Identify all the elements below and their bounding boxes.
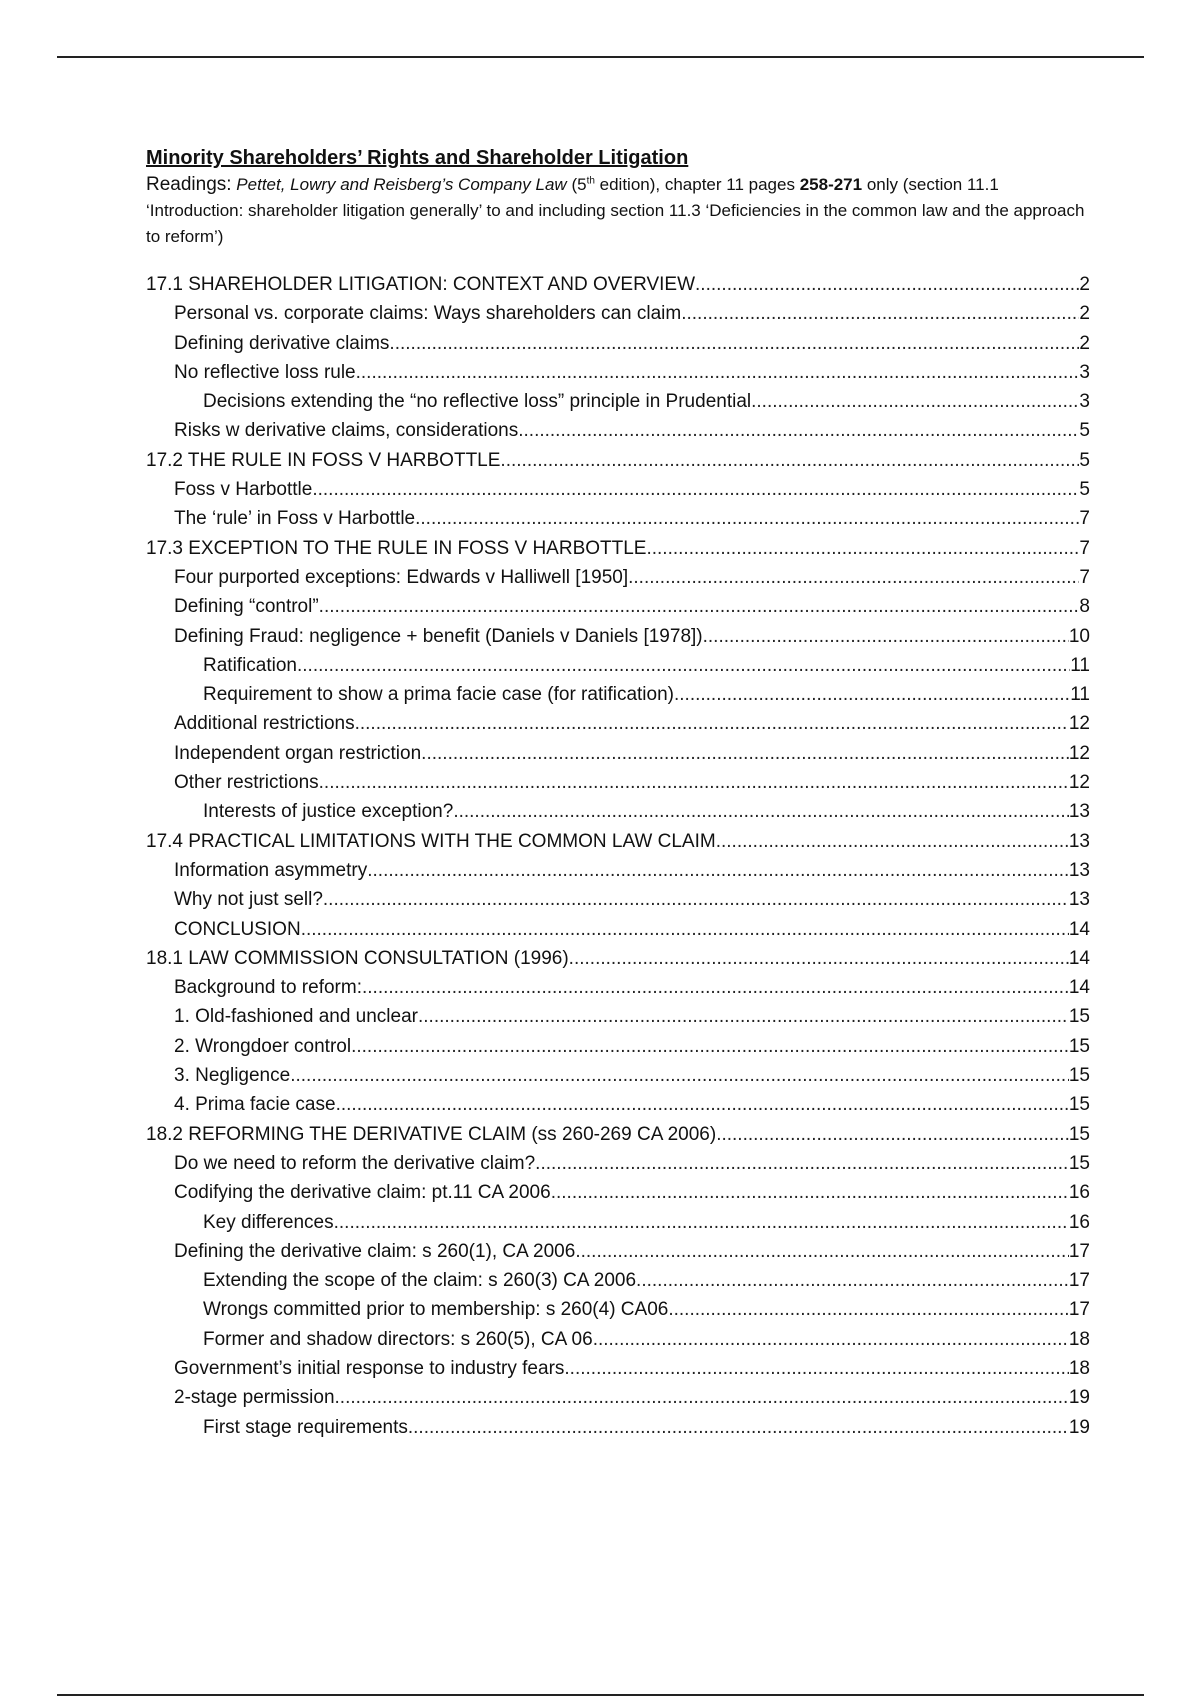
toc-entry-page: 5: [1079, 449, 1090, 471]
toc-entry-page: 15: [1068, 1123, 1090, 1145]
toc-entry[interactable]: [146, 534, 1090, 563]
toc-entry[interactable]: [146, 416, 1090, 445]
toc-entry-page: 15: [1068, 1006, 1090, 1028]
toc-entry[interactable]: [146, 1266, 1090, 1295]
toc-entry[interactable]: [146, 915, 1090, 944]
toc-entry-title: 18.2 REFORMING THE DERIVATIVE CLAIM (ss 260-269 CA 2006): [146, 1123, 717, 1145]
toc-dot-leader: [389, 329, 1079, 358]
toc-dot-leader: [290, 1061, 1069, 1090]
toc-entry[interactable]: [146, 1208, 1090, 1237]
toc-entry-page: 10: [1068, 625, 1090, 647]
toc-entry-page: 19: [1068, 1416, 1090, 1438]
toc-dot-leader: [751, 387, 1079, 416]
toc-dot-leader: [535, 1149, 1069, 1178]
toc-entry-title: 17.2 THE RULE IN FOSS V HARBOTTLE: [146, 449, 501, 471]
toc-entry-title: Codifying the derivative claim: pt.11 CA 2006: [174, 1182, 551, 1204]
toc-entry-title: The ‘rule’ in Foss v Harbottle: [174, 508, 416, 530]
toc-entry[interactable]: [146, 797, 1090, 826]
toc-entry[interactable]: [146, 885, 1090, 914]
toc-entry-title: No reflective loss rule: [174, 361, 356, 383]
toc-entry-page: 3: [1079, 391, 1090, 413]
toc-dot-leader: [628, 563, 1079, 592]
toc-entry[interactable]: [146, 856, 1090, 885]
toc-entry-page: 7: [1079, 508, 1090, 530]
toc-dot-leader: [575, 1237, 1069, 1266]
toc-entry[interactable]: [146, 1149, 1090, 1178]
toc-entry[interactable]: [146, 680, 1090, 709]
toc-entry-title: Key differences: [203, 1211, 334, 1233]
toc-entry-page: 12: [1068, 713, 1090, 735]
toc-entry-page: 17: [1068, 1270, 1090, 1292]
toc-entry-page: 7: [1079, 537, 1090, 559]
toc-entry[interactable]: [146, 329, 1090, 358]
toc-entry[interactable]: [146, 768, 1090, 797]
toc-entry[interactable]: [146, 563, 1090, 592]
toc-dot-leader: [716, 827, 1069, 856]
bottom-rule: [57, 1694, 1144, 1696]
toc-entry-page: 2: [1079, 303, 1090, 325]
toc-entry-title: Background to reform:: [174, 977, 362, 999]
toc-dot-leader: [415, 504, 1079, 533]
toc-entry[interactable]: [146, 651, 1090, 680]
toc-dot-leader: [564, 1354, 1068, 1383]
toc-entry-title: Personal vs. corporate claims: Ways shareholders can claim: [174, 303, 682, 325]
toc-dot-leader: [569, 944, 1069, 973]
toc-entry-title: Risks w derivative claims, considerations: [174, 420, 519, 442]
toc-dot-leader: [301, 915, 1069, 944]
toc-entry-title: Other restrictions: [174, 772, 319, 794]
toc-entry-title: Extending the scope of the claim: s 260(3) CA 2006: [203, 1270, 637, 1292]
toc-entry[interactable]: [146, 270, 1090, 299]
toc-dot-leader: [408, 1413, 1069, 1442]
toc-entry-page: 2: [1079, 274, 1090, 295]
toc-dot-leader: [668, 1295, 1069, 1324]
toc-dot-leader: [695, 270, 1079, 299]
toc-entry[interactable]: [146, 446, 1090, 475]
toc-entry-page: 16: [1068, 1182, 1090, 1204]
toc-entry[interactable]: [146, 944, 1090, 973]
readings-book: Pettet, Lowry and Reisberg’s Company Law: [236, 175, 567, 194]
toc-entry-title: Ratification: [203, 654, 297, 676]
toc-entry[interactable]: [146, 1237, 1090, 1266]
toc-entry[interactable]: [146, 1032, 1090, 1061]
toc-dot-leader: [334, 1208, 1069, 1237]
toc-entry[interactable]: [146, 1354, 1090, 1383]
toc-entry-title: Former and shadow directors: s 260(5), CA 06: [203, 1328, 593, 1350]
toc-dot-leader: [336, 1090, 1069, 1119]
toc-dot-leader: [356, 358, 1080, 387]
toc-entry[interactable]: [146, 1061, 1090, 1090]
toc-entry[interactable]: [146, 973, 1090, 1002]
readings-rest: only (section 11.1 ‘Introduction: shareholder litigation generally’ to and including section 11.3 ‘Deficiencies in the common law and the approach to reform’): [146, 175, 1085, 246]
toc-entry-title: First stage requirements: [203, 1416, 408, 1438]
toc-entry-page: 13: [1068, 801, 1090, 823]
toc-entry-page: 14: [1068, 918, 1090, 940]
toc-dot-leader: [355, 709, 1069, 738]
toc-entry-page: 13: [1068, 859, 1090, 881]
toc-dot-leader: [674, 680, 1070, 709]
toc-entry[interactable]: [146, 358, 1090, 387]
toc-entry-page: 15: [1068, 1065, 1090, 1087]
toc-entry-title: Wrongs committed prior to membership: s 260(4) CA06: [203, 1299, 669, 1321]
toc-entry-title: 3. Negligence: [174, 1065, 291, 1087]
toc-entry-page: 15: [1068, 1152, 1090, 1174]
toc-dot-leader: [418, 1002, 1069, 1031]
toc-entry-title: CONCLUSION: [174, 918, 301, 940]
toc-entry-page: 16: [1068, 1211, 1090, 1233]
toc-entry-title: Requirement to show a prima facie case (for ratification): [203, 684, 674, 706]
toc-entry-page: 14: [1068, 977, 1090, 999]
toc-entry[interactable]: [146, 387, 1090, 416]
toc-entry-title: Independent organ restriction: [174, 742, 422, 764]
toc-dot-leader: [367, 856, 1069, 885]
toc-entry[interactable]: [146, 475, 1090, 504]
toc-entry[interactable]: [146, 504, 1090, 533]
toc-entry-page: 18: [1068, 1328, 1090, 1350]
page-content: [146, 146, 1090, 1442]
readings-pages: 258-271: [799, 175, 863, 194]
toc-entry[interactable]: [146, 299, 1090, 328]
toc-entry-page: 8: [1079, 596, 1090, 618]
toc-entry[interactable]: [146, 1120, 1090, 1149]
toc-entry-page: 5: [1079, 479, 1090, 501]
toc-entry-title: 17.1 SHAREHOLDER LITIGATION: CONTEXT AND OVERVIEW: [146, 274, 696, 295]
toc-entry[interactable]: [146, 709, 1090, 738]
toc-entry[interactable]: [146, 1002, 1090, 1031]
toc-entry-page: 18: [1068, 1357, 1090, 1379]
toc-dot-leader: [319, 592, 1080, 621]
toc-entry-page: 12: [1068, 772, 1090, 794]
readings-edition-open: (5: [571, 175, 587, 194]
toc-entry-title: 2-stage permission: [174, 1387, 335, 1409]
toc-entry-page: 7: [1079, 566, 1090, 588]
table-of-contents: [146, 270, 1090, 1442]
toc-entry-title: 17.3 EXCEPTION TO THE RULE IN FOSS V HARBOTTLE: [146, 537, 647, 559]
toc-entry[interactable]: [146, 827, 1090, 856]
readings-edition-sup: th: [586, 175, 595, 187]
toc-entry-page: 17: [1068, 1240, 1090, 1262]
toc-entry-page: 11: [1070, 684, 1090, 706]
toc-entry[interactable]: [146, 739, 1090, 768]
toc-entry-title: Defining Fraud: negligence + benefit (Daniels v Daniels [1978]): [174, 625, 703, 647]
toc-entry-page: 14: [1068, 947, 1090, 969]
toc-entry[interactable]: [146, 592, 1090, 621]
toc-entry-title: Foss v Harbottle: [174, 479, 313, 501]
toc-entry[interactable]: [146, 1295, 1090, 1324]
toc-dot-leader: [636, 1266, 1069, 1295]
toc-entry[interactable]: [146, 1383, 1090, 1412]
toc-dot-leader: [351, 1032, 1069, 1061]
toc-entry-page: 13: [1068, 830, 1090, 852]
toc-entry[interactable]: [146, 1090, 1090, 1119]
toc-dot-leader: [716, 1120, 1069, 1149]
document-title: Minority Shareholders’ Rights and Shareholder Litigation: [146, 147, 689, 169]
toc-entry-title: Four purported exceptions: Edwards v Halliwell [1950]: [174, 566, 629, 588]
toc-entry-title: 1. Old-fashioned and unclear: [174, 1006, 418, 1028]
toc-entry[interactable]: [146, 1413, 1090, 1442]
toc-entry-page: 17: [1068, 1299, 1090, 1321]
toc-entry-page: 12: [1068, 742, 1090, 764]
toc-entry-title: Government’s initial response to industry fears: [174, 1357, 565, 1379]
toc-entry-title: Defining the derivative claim: s 260(1), CA 2006: [174, 1240, 576, 1262]
toc-dot-leader: [297, 651, 1070, 680]
toc-entry-page: 15: [1068, 1035, 1090, 1057]
toc-entry-title: 18.1 LAW COMMISSION CONSULTATION (1996): [146, 947, 569, 969]
toc-entry-title: Defining derivative claims: [174, 332, 390, 354]
toc-dot-leader: [500, 446, 1079, 475]
readings-paragraph: [146, 172, 1090, 250]
toc-entry-title: 17.4 PRACTICAL LIMITATIONS WITH THE COMMON LAW CLAIM: [146, 830, 716, 852]
toc-entry-title: Defining “control”: [174, 596, 319, 618]
toc-entry-page: 2: [1079, 332, 1090, 354]
toc-entry-page: 3: [1079, 361, 1090, 383]
toc-entry-page: 15: [1068, 1094, 1090, 1116]
toc-entry-page: 5: [1079, 420, 1090, 442]
toc-entry-page: 19: [1068, 1387, 1090, 1409]
toc-entry-page: 11: [1070, 654, 1090, 676]
toc-dot-leader: [335, 1383, 1069, 1412]
toc-entry[interactable]: [146, 622, 1090, 651]
toc-entry-title: Additional restrictions: [174, 713, 355, 735]
readings-label: Readings:: [146, 174, 232, 195]
toc-entry-title: Do we need to reform the derivative claim?: [174, 1152, 536, 1174]
toc-entry[interactable]: [146, 1178, 1090, 1207]
toc-entry[interactable]: [146, 1325, 1090, 1354]
toc-dot-leader: [518, 416, 1079, 445]
toc-dot-leader: [681, 299, 1079, 328]
toc-dot-leader: [319, 768, 1069, 797]
toc-dot-leader: [703, 622, 1069, 651]
toc-dot-leader: [362, 973, 1069, 1002]
toc-entry-title: Information asymmetry: [174, 859, 368, 881]
toc-entry-page: 13: [1068, 889, 1090, 911]
toc-dot-leader: [323, 885, 1069, 914]
toc-entry-title: Decisions extending the “no reflective loss” principle in Prudential: [203, 391, 752, 413]
toc-dot-leader: [646, 534, 1079, 563]
toc-entry-title: 2. Wrongdoer control: [174, 1035, 352, 1057]
toc-entry-title: 4. Prima facie case: [174, 1094, 336, 1116]
toc-dot-leader: [551, 1178, 1069, 1207]
toc-entry-title: Interests of justice exception?: [203, 801, 454, 823]
top-rule: [57, 56, 1144, 58]
toc-dot-leader: [593, 1325, 1069, 1354]
toc-entry-title: Why not just sell?: [174, 889, 323, 911]
toc-dot-leader: [421, 739, 1069, 768]
readings-edition-close: edition), chapter 11 pages: [594, 175, 795, 194]
toc-dot-leader: [312, 475, 1079, 504]
toc-dot-leader: [453, 797, 1069, 826]
